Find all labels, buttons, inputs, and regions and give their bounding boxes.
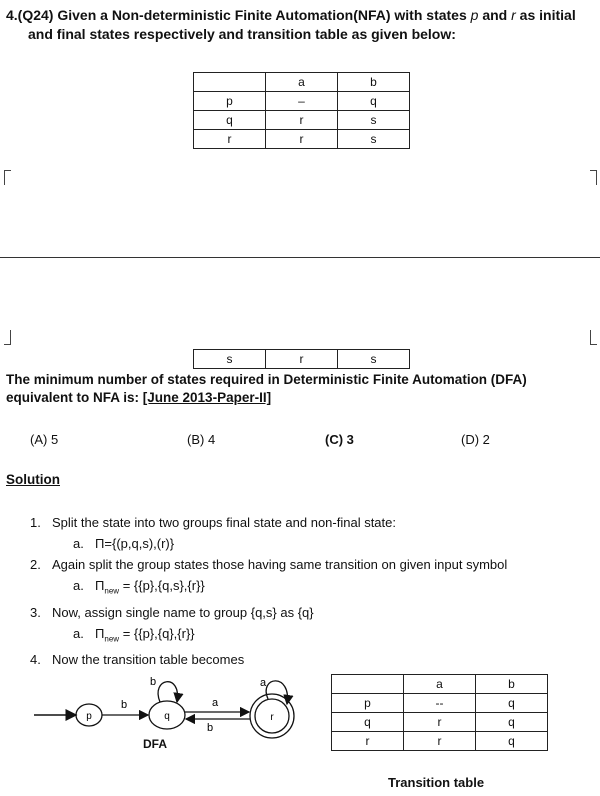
solution-heading: Solution <box>6 472 60 487</box>
solution-steps <box>30 512 596 670</box>
dfa-transition-table <box>331 674 548 751</box>
table-row <box>194 130 410 149</box>
prompt-text: The minimum number of states required in Deterministic Finite Automation (DFA) equivalent to NFA is: <box>6 372 527 405</box>
table-cell: b <box>476 675 548 694</box>
table-row <box>332 713 548 732</box>
table-cell <box>194 73 266 92</box>
list-item: 4. Now the transition table becomes <box>30 652 245 668</box>
table-cell: a <box>404 675 476 694</box>
state-r-label: r <box>270 712 274 723</box>
table-cell: q <box>476 732 548 751</box>
table-cell: r <box>194 130 266 149</box>
table-cell: r <box>404 732 476 751</box>
table-row <box>332 732 548 751</box>
table-cell: a <box>266 73 338 92</box>
edge-q-loop-label: b <box>149 676 157 688</box>
option-b: (B) 4 <box>187 432 216 447</box>
page-divider <box>0 257 600 258</box>
option-c: (C) 3 <box>325 432 354 447</box>
table-cell: r <box>332 732 404 751</box>
list-item: a. $\Pi_{new} = \{\{p\},\{q,s\},\{r\}\}$ <box>73 578 205 596</box>
exam-reference: [June 2013-Paper-II] <box>142 390 272 405</box>
state-p: p <box>470 7 479 23</box>
table-cell: r <box>266 111 338 130</box>
table-cell: p <box>194 92 266 111</box>
dfa-diagram <box>20 668 320 758</box>
table-cell: q <box>332 713 404 732</box>
table-cell: r <box>266 350 338 369</box>
state-r: r <box>511 7 516 23</box>
edge-q-r-label: a <box>211 697 219 709</box>
list-item: a. Π={(p,q,s),(r)} <box>73 536 175 551</box>
table-row <box>194 350 410 369</box>
state-q-label: q <box>164 711 170 722</box>
dfa-label: DFA <box>143 737 167 751</box>
edge-r-loop-label: a <box>259 677 267 689</box>
table-cell: s <box>194 350 266 369</box>
table-row <box>332 694 548 713</box>
table-row <box>194 111 410 130</box>
table-cell: p <box>332 694 404 713</box>
crop-corner-mark <box>590 170 597 185</box>
question-text <box>6 6 598 44</box>
list-item: 1. Split the state into two groups final state and non-final state: <box>30 515 396 530</box>
question-prompt <box>6 371 596 407</box>
table-cell: s <box>338 130 410 149</box>
question-line1-prefix: 4.(Q24) Given a Non-deterministic Finite Automation(NFA) with states <box>6 7 471 23</box>
table-cell: -- <box>404 694 476 713</box>
table-cell: q <box>476 694 548 713</box>
crop-corner-mark <box>590 330 597 345</box>
option-d: (D) 2 <box>461 432 490 447</box>
table-cell: – <box>266 92 338 111</box>
table-cell: s <box>338 350 410 369</box>
question-line2: and final states respectively and transition table as given below: <box>28 26 456 42</box>
table-cell: s <box>338 111 410 130</box>
option-a: (A) 5 <box>30 432 59 447</box>
crop-corner-mark <box>4 330 11 345</box>
edge-r-loop <box>266 681 287 704</box>
table-cell: q <box>476 713 548 732</box>
table-cell <box>332 675 404 694</box>
question-and: and <box>478 7 512 23</box>
crop-corner-mark <box>4 170 11 185</box>
edge-p-q-label: b <box>120 699 128 711</box>
list-item: 3. Now, assign single name to group {q,s} as {q} <box>30 604 314 620</box>
table-cell: q <box>194 111 266 130</box>
table-cell: q <box>338 92 410 111</box>
table-row <box>194 92 410 111</box>
edge-r-q-label: b <box>206 722 214 734</box>
table-header-row <box>332 675 548 694</box>
list-item: a. $\Pi_{new} = \{\{p\},\{q\},\{r\}\}$ <box>73 625 195 644</box>
nfa-table-continued-row <box>193 349 410 369</box>
table-header-row <box>194 73 410 92</box>
nfa-transition-table <box>193 72 410 149</box>
edge-q-loop <box>158 682 177 702</box>
table-cell: b <box>338 73 410 92</box>
transition-table-caption: Transition table <box>388 775 485 790</box>
list-item: 2. Again split the group states those having same transition on given input symbol <box>30 557 508 572</box>
table-cell: r <box>404 713 476 732</box>
table-cell: r <box>266 130 338 149</box>
question-line1-suffix: as initial <box>515 7 576 23</box>
state-p-label: p <box>86 711 92 722</box>
